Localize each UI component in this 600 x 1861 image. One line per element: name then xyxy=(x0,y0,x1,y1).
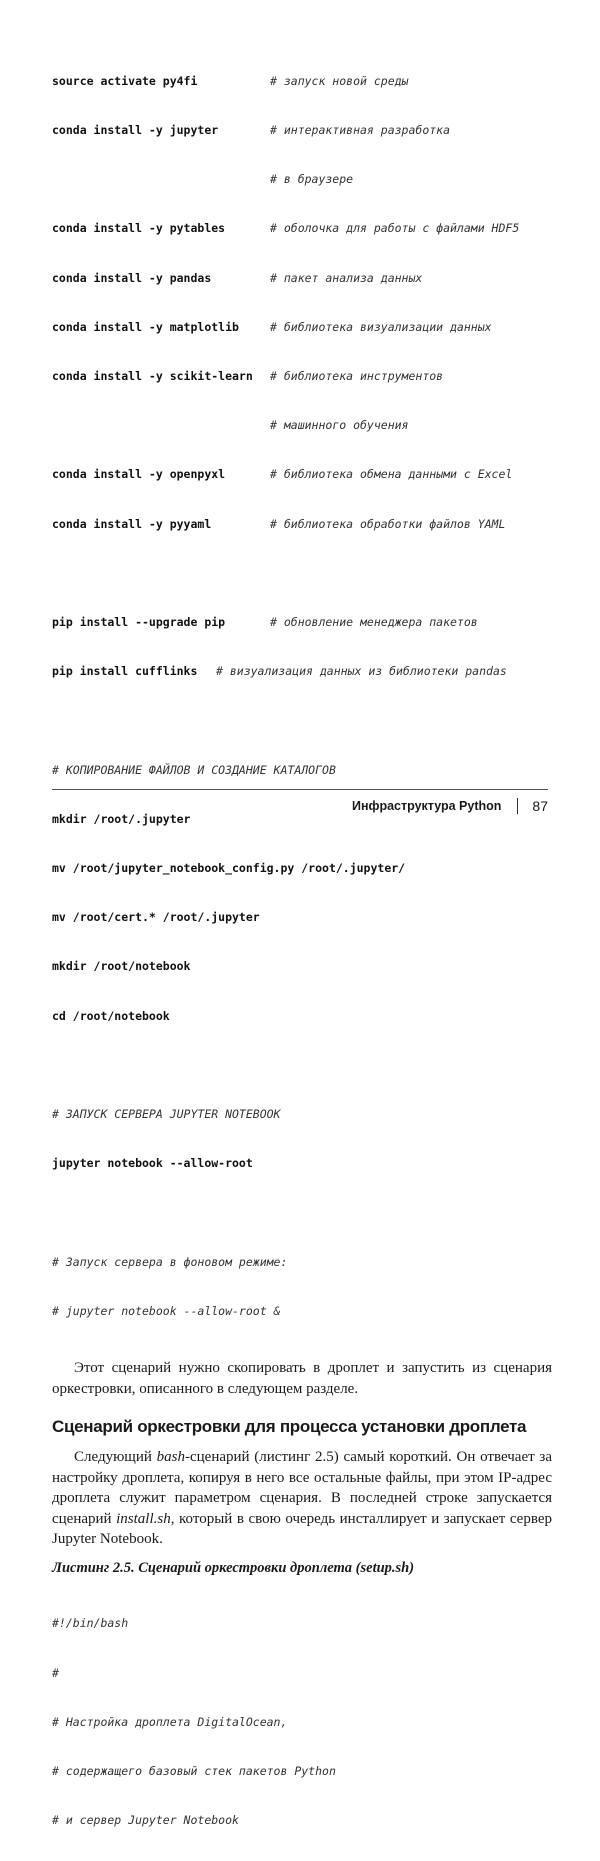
code-comment: # библиотека обмена данными с Excel xyxy=(270,467,513,482)
listing-line: # xyxy=(52,1665,59,1680)
code-comment: # jupyter notebook --allow-root & xyxy=(52,1303,281,1318)
code-cmd: conda install -y pandas xyxy=(52,270,212,285)
code-cmd: conda install -y pytables xyxy=(52,221,226,236)
text-run: Следующий xyxy=(74,1449,157,1466)
code-line: cd /root/notebook xyxy=(52,1008,170,1023)
code-comment: # ЗАПУСК СЕРВЕРА JUPYTER NOTEBOOK xyxy=(52,1107,281,1122)
code-cmd: conda install -y matplotlib xyxy=(52,319,239,334)
footer-separator xyxy=(517,798,518,814)
code-line: mv /root/jupyter_notebook_config.py /root/.jupyter/ xyxy=(52,861,406,876)
code-comment: # библиотека визуализации данных xyxy=(270,319,492,334)
listing-line: # и сервер Jupyter Notebook xyxy=(52,1813,239,1828)
code-comment: # пакет анализа данных xyxy=(270,270,423,285)
code-cmd: pip install cufflinks xyxy=(52,664,198,679)
file-name: install.sh xyxy=(116,1510,171,1527)
code-comment: # Запуск сервера в фоновом режиме: xyxy=(52,1254,288,1269)
running-title: Инфраструктура Python xyxy=(351,799,502,813)
bash-term: bash xyxy=(156,1449,185,1466)
code-cmd: conda install -y openpyxl xyxy=(52,467,226,482)
code-cmd xyxy=(52,171,270,187)
code-comment: # обновление менеджера пакетов xyxy=(270,615,478,630)
code-line: jupyter notebook --allow-root xyxy=(52,1156,253,1171)
code-comment: # в браузере xyxy=(270,172,354,187)
paragraph-copy-script: Этот сценарий нужно скопировать в дроплет и запустить из сценария оркестровки, описанного в следующем разделе. xyxy=(52,1360,552,1397)
code-cmd: conda install -y jupyter xyxy=(52,123,219,138)
code-block-conda xyxy=(52,40,552,1352)
page-content xyxy=(52,40,552,1861)
code-comment: # библиотека инструментов xyxy=(270,369,444,384)
code-cmd: source activate py4fi xyxy=(52,73,198,88)
page-footer xyxy=(352,798,548,814)
code-cmd: conda install -y pyyaml xyxy=(52,516,212,531)
code-comment: # интерактивная разработка xyxy=(270,123,451,138)
code-line: mkdir /root/notebook xyxy=(52,959,191,974)
code-line: mkdir /root/.jupyter xyxy=(52,811,191,826)
code-cmd: conda install -y scikit-learn xyxy=(52,369,253,384)
code-cmd: pip install --upgrade pip xyxy=(52,615,226,630)
code-comment: # машинного обучения xyxy=(270,418,409,433)
code-line: mv /root/cert.* /root/.jupyter xyxy=(52,910,260,925)
listing-caption: Листинг 2.5. Сценарий оркестровки дроплета (setup.sh) xyxy=(52,1559,415,1576)
text-run: , который в свою очередь инсталлирует и запускает сервер Jupyter Notebook. xyxy=(52,1510,552,1548)
text-run: -сценарий (листинг 2.5) самый короткий. Он отвечает за настройку дроплета, копируя в него все остальные файлы, при этом IP-адрес дроплета служит параметром сценария. В последней строке запускается сценарий xyxy=(52,1449,552,1527)
paragraph-setup-description xyxy=(52,1447,552,1550)
listing-line: #!/bin/bash xyxy=(52,1616,129,1631)
page-number: 87 xyxy=(532,798,548,814)
listing-code xyxy=(52,1583,552,1861)
code-comment: # КОПИРОВАНИЕ ФАЙЛОВ И СОЗДАНИЕ КАТАЛОГОВ xyxy=(52,762,336,777)
code-comment: # оболочка для работы с файлами HDF5 xyxy=(270,221,520,236)
code-cmd xyxy=(52,417,270,433)
listing-line: # Настройка дроплета DigitalOcean, xyxy=(52,1714,288,1729)
code-comment: # запуск новой среды xyxy=(270,73,409,88)
code-comment: # визуализация данных из библиотеки pandas xyxy=(216,664,507,679)
footer-divider xyxy=(52,789,548,790)
listing-line: # содержащего базовый стек пакетов Python xyxy=(52,1764,336,1779)
code-comment: # библиотека обработки файлов YAML xyxy=(270,516,506,531)
section-heading: Сценарий оркестровки для процесса установки дроплета xyxy=(52,1417,527,1437)
